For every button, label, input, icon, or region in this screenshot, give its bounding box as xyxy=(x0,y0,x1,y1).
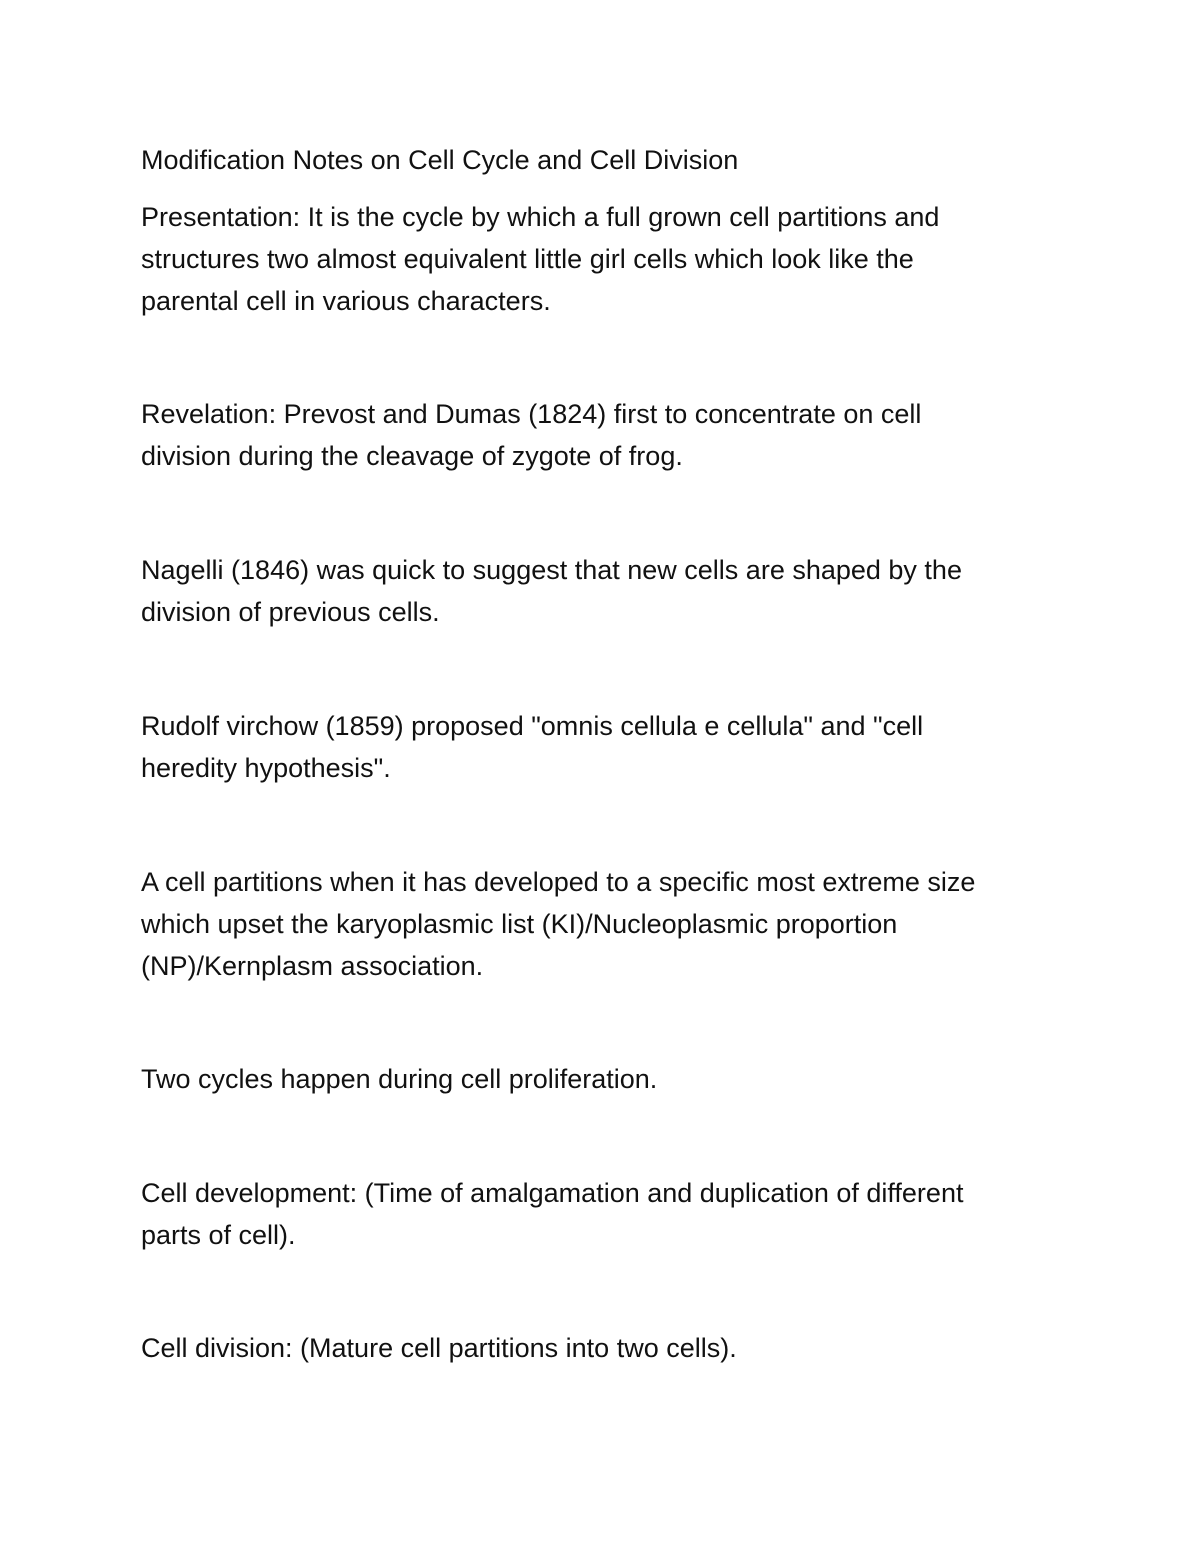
paragraph-virchow-line-2: heredity hypothesis". xyxy=(141,753,391,783)
paragraph-introduction-line-2: structures two almost equivalent little girl cells which look like the xyxy=(141,244,914,274)
paragraph-nagelli-line-2: division of previous cells. xyxy=(141,597,440,627)
paragraph-virchow-line-1: Rudolf virchow (1859) proposed "omnis cellula e cellula" and "cell xyxy=(141,711,924,741)
paragraph-cell-development-line-1: Cell development: (Time of amalgamation and duplication of different xyxy=(141,1178,964,1208)
paragraph-cell-division: Cell division: (Mature cell partitions into two cells). xyxy=(141,1333,737,1363)
paragraph-partition-size-line-2: which upset the karyoplasmic list (KI)/Nucleoplasmic proportion xyxy=(141,909,898,939)
paragraph-revelation-line-2: division during the cleavage of zygote of frog. xyxy=(141,441,683,471)
paragraph-cell-development-line-2: parts of cell). xyxy=(141,1220,296,1250)
document-title: Modification Notes on Cell Cycle and Cell Division xyxy=(141,145,739,175)
paragraph-nagelli-line-1: Nagelli (1846) was quick to suggest that new cells are shaped by the xyxy=(141,555,962,585)
paragraph-partition-size-line-1: A cell partitions when it has developed to a specific most extreme size xyxy=(141,867,976,897)
paragraph-two-cycles: Two cycles happen during cell proliferation. xyxy=(141,1064,658,1094)
paragraph-revelation-line-1: Revelation: Prevost and Dumas (1824) first to concentrate on cell xyxy=(141,399,922,429)
paragraph-partition-size-line-3: (NP)/Kernplasm association. xyxy=(141,951,484,981)
paragraph-introduction-line-1: Presentation: It is the cycle by which a full grown cell partitions and xyxy=(141,202,940,232)
paragraph-introduction-line-3: parental cell in various characters. xyxy=(141,286,551,316)
